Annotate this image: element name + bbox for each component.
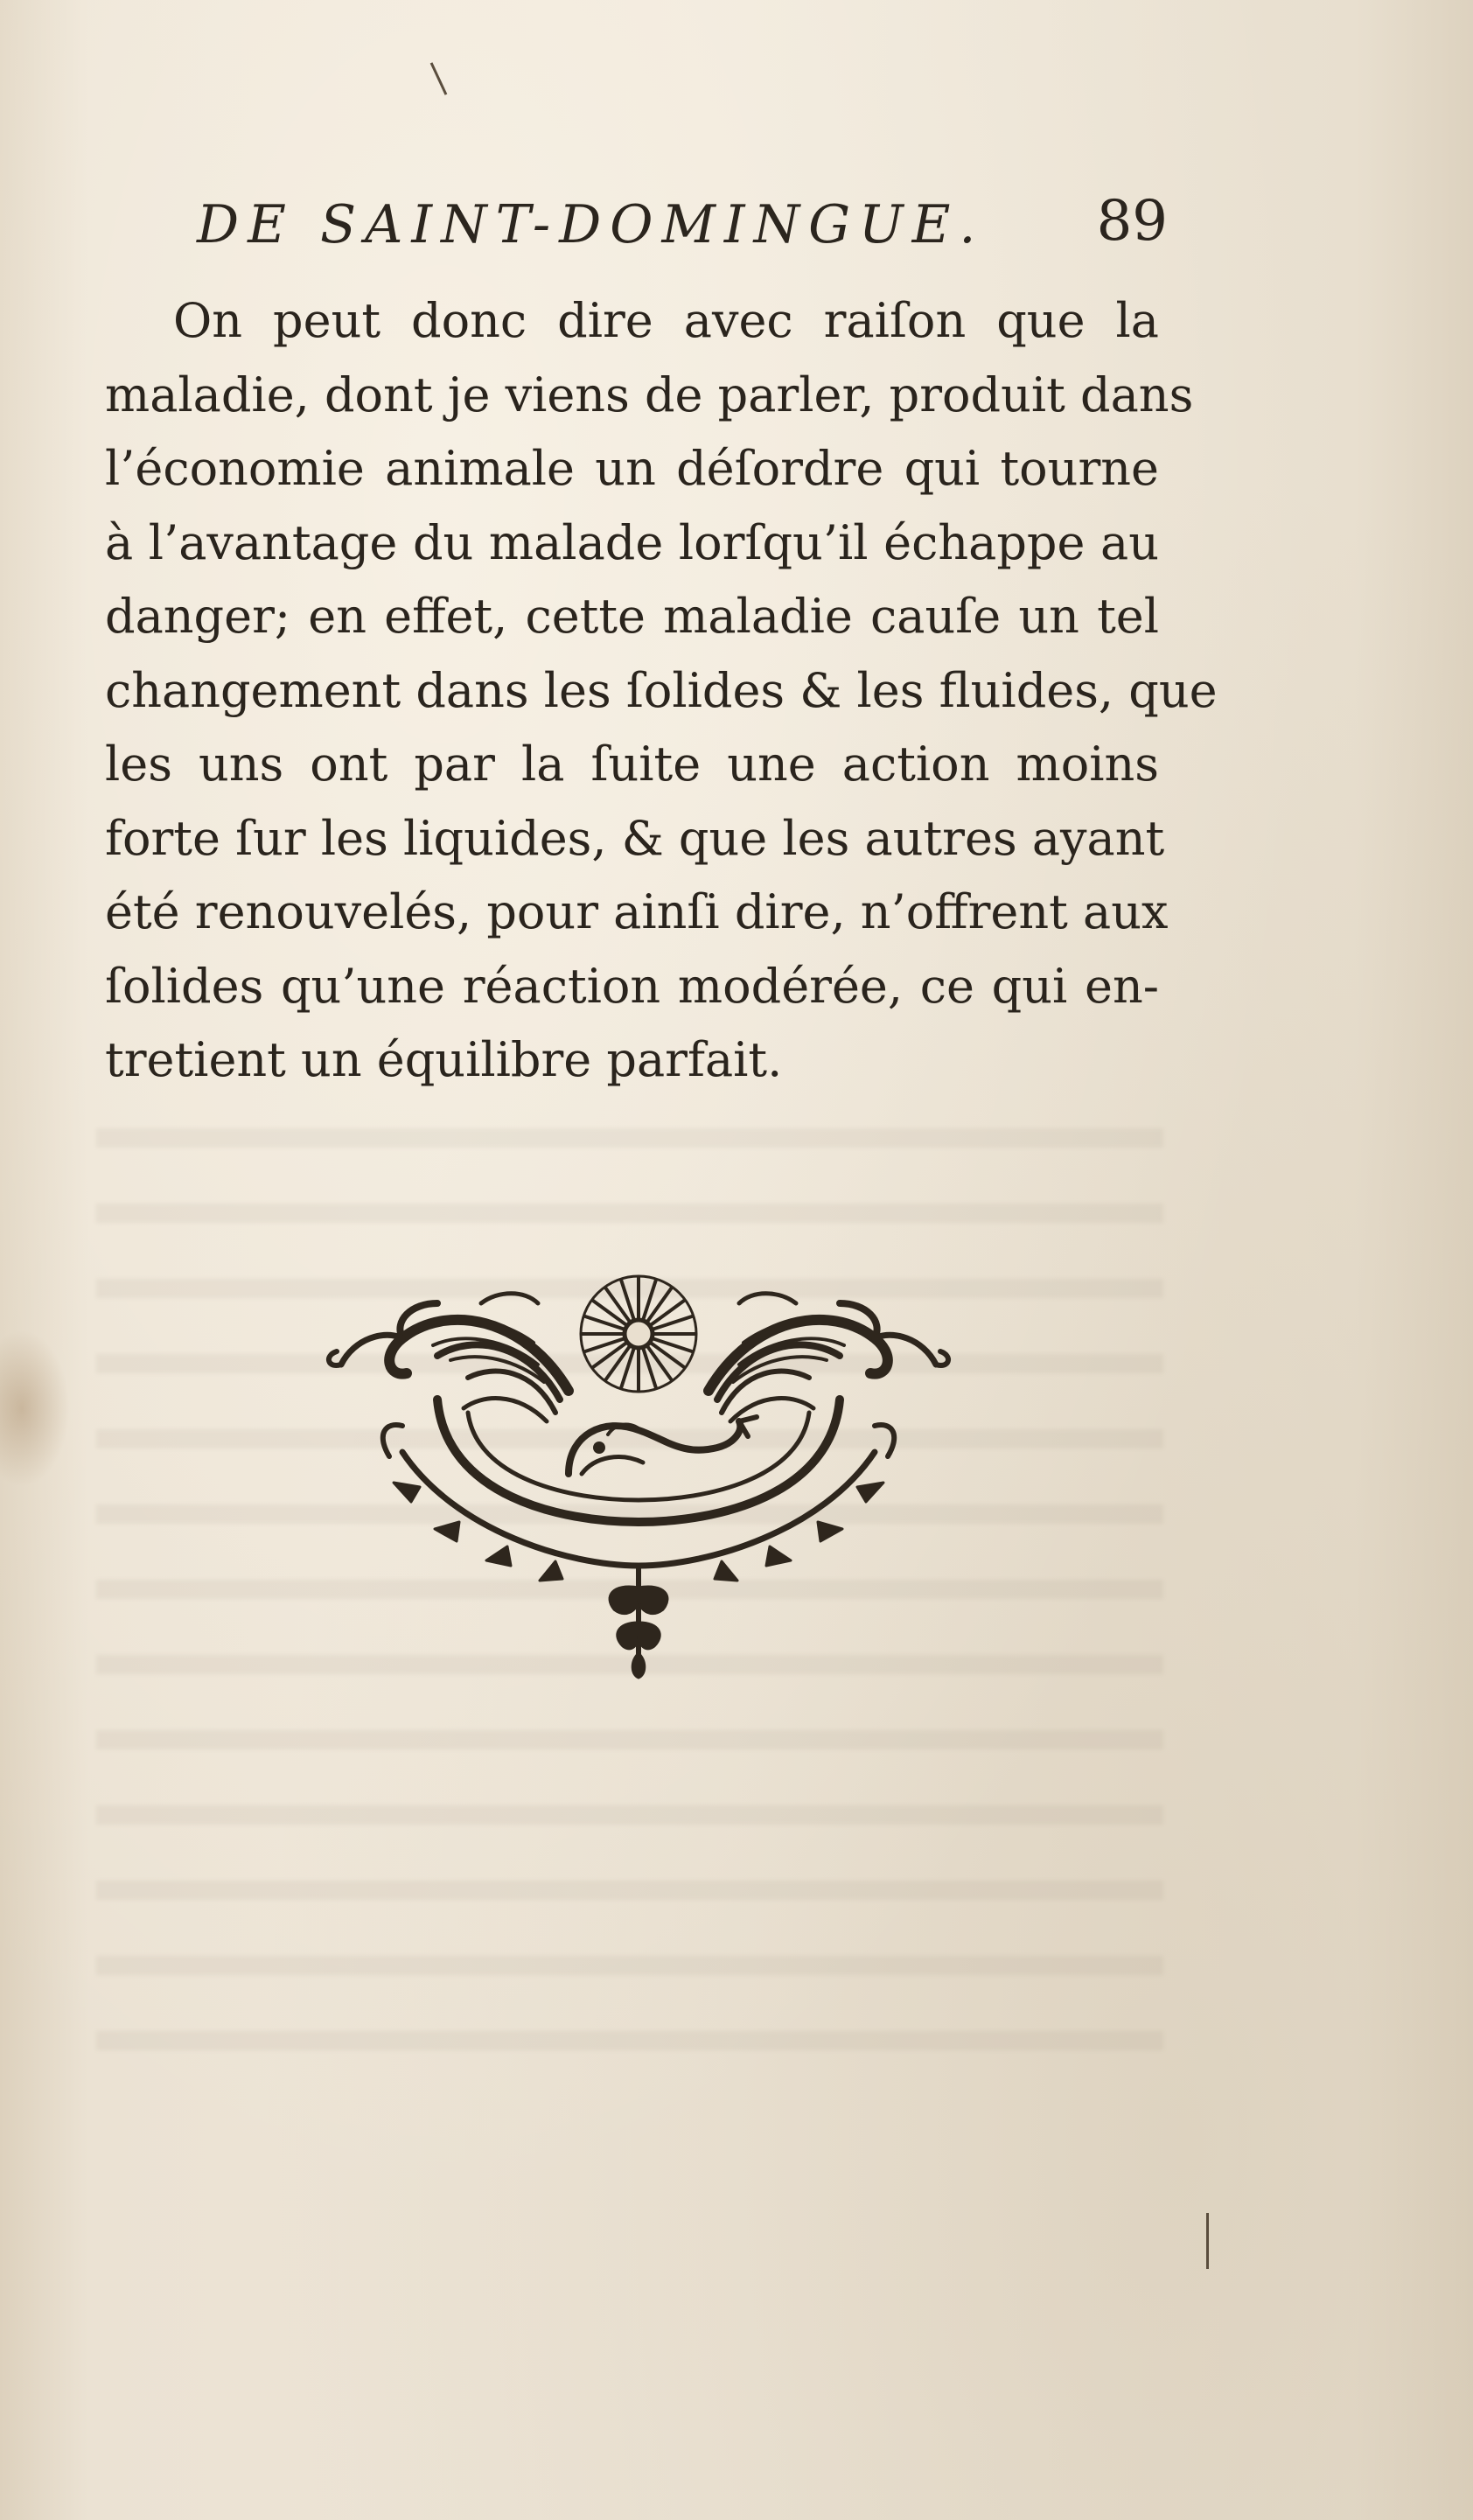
page-header xyxy=(197,189,1168,273)
paper-stain xyxy=(0,1330,70,1487)
text-line: été renouvelés, pour ainſi dire, n’offrent aux xyxy=(105,884,1169,939)
text-line: tretient un équilibre parfait. xyxy=(105,1032,783,1087)
text-line: l’économie animale un déſordre qui tourne xyxy=(105,441,1159,496)
pen-mark xyxy=(1206,2213,1209,2269)
fleuron-ornament-icon xyxy=(306,1268,971,1679)
text-line: les uns ont par la ſuite une action moins xyxy=(105,736,1159,792)
running-head: DE SAINT-DOMINGUE. xyxy=(197,194,985,255)
body-text xyxy=(105,284,1218,1098)
text-line: changement dans les ſolides & les fluides, que xyxy=(105,662,1218,718)
pen-mark xyxy=(430,62,448,95)
text-line: On peut donc dire avec raiſon que la xyxy=(173,293,1159,348)
text-line: forte ſur les liquides, & que les autres ayant xyxy=(105,810,1165,866)
text-line: à l’avantage du malade lorſqu’il échappe au xyxy=(105,514,1159,570)
text-line: danger; en effet, cette maladie cauſe un tel xyxy=(105,589,1159,644)
page-number: 89 xyxy=(1096,189,1168,254)
text-line: maladie, dont je viens de parler, produit dans xyxy=(105,366,1194,422)
text-line: ſolides qu’une réaction modérée, ce qui en- xyxy=(105,958,1159,1014)
